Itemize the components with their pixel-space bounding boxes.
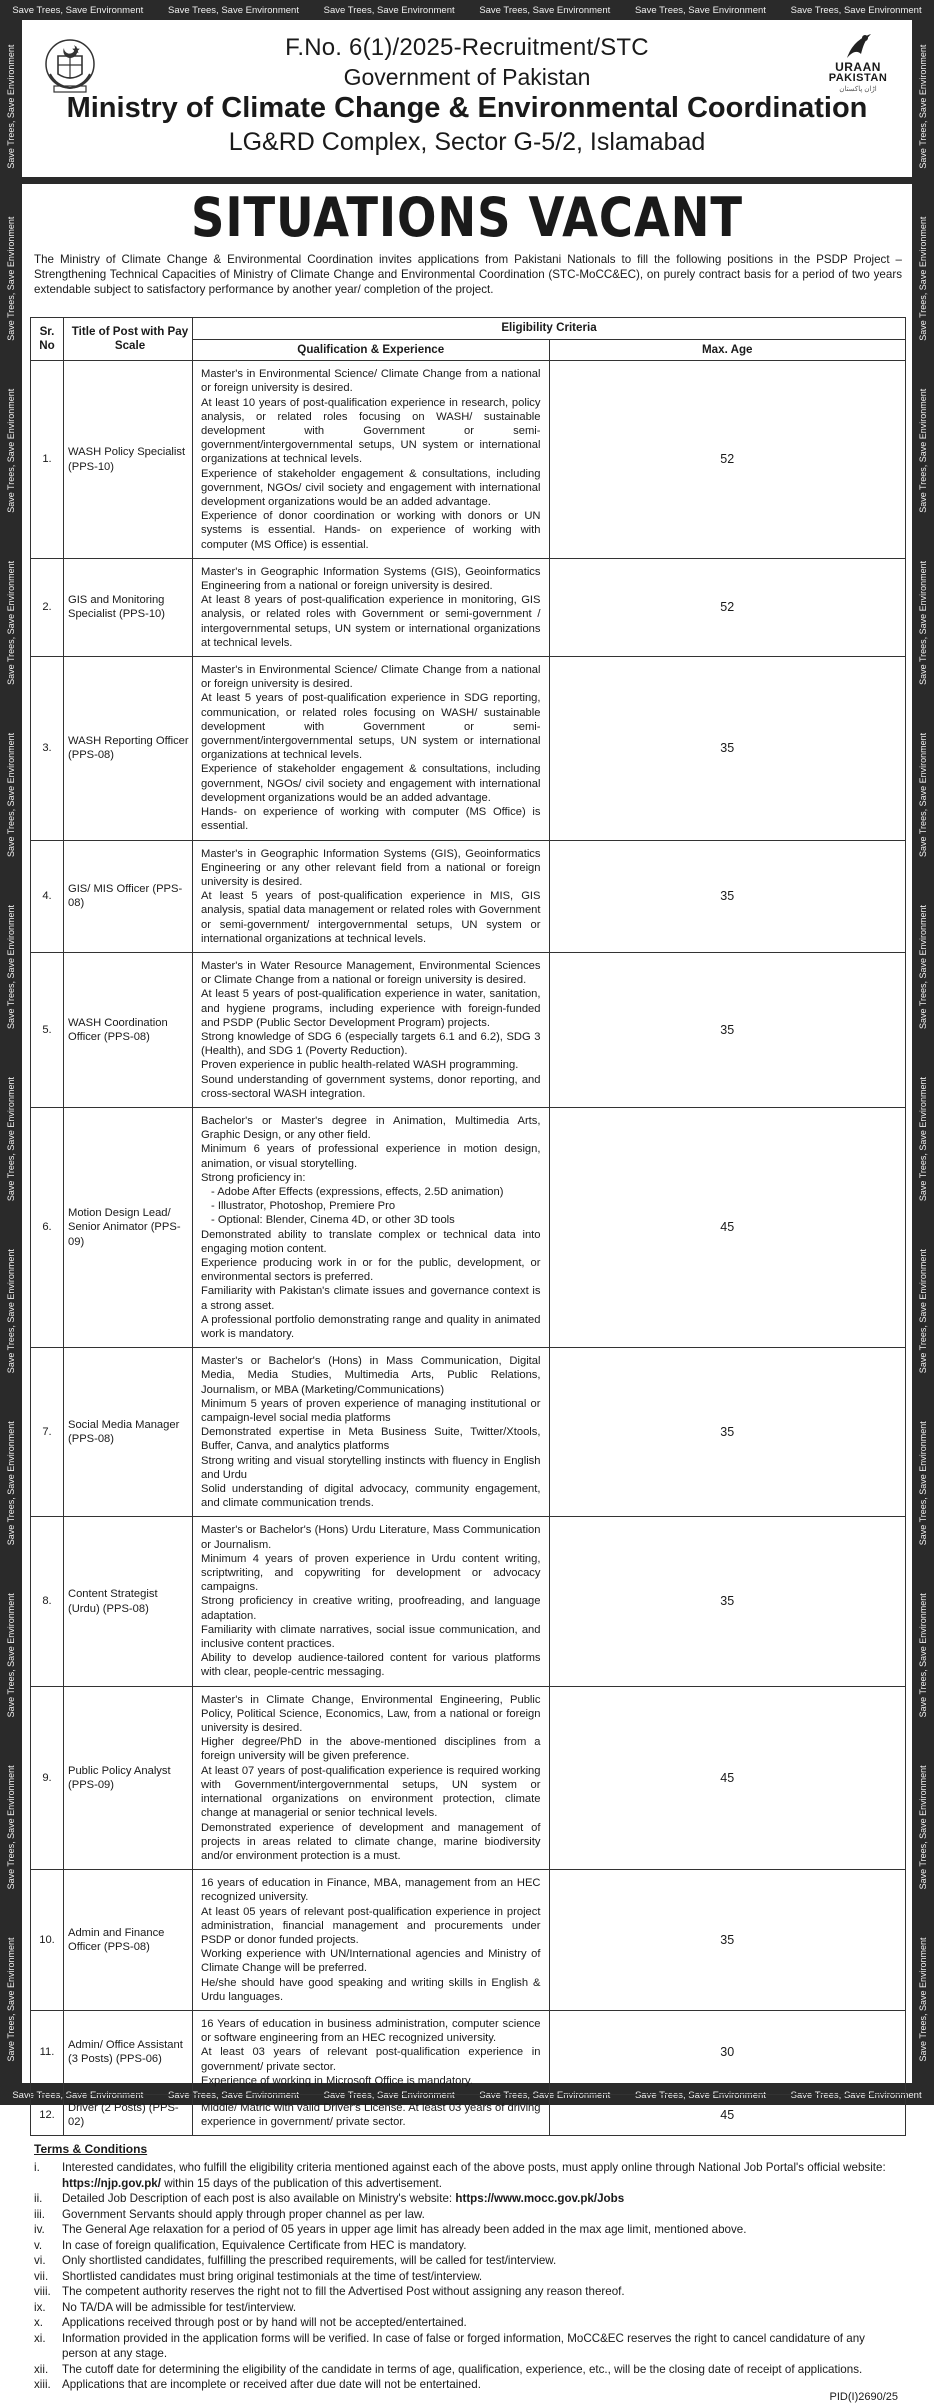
terms-item-number: i. — [34, 2161, 40, 2174]
row-post-title: WASH Policy Specialist (PPS-10) — [64, 361, 193, 559]
row-max-age: 45 — [549, 1686, 906, 1869]
qualification-line: At least 5 years of post-qualification experience in MIS, GIS analysis, spatial data management or related roles with Government or semi-government/ intergovernmental setups, UN system or international organizations at technical levels. — [201, 890, 541, 945]
row-qualification — [193, 1348, 550, 1517]
qualification-line: Strong knowledge of SDG 6 (especially targets 6.1 and 6.2), SDG 3 (Health), and SDG 1 (Poverty Reduction). — [201, 1030, 541, 1058]
terms-item-number: viii. — [34, 2285, 51, 2298]
header-max-age: Max. Age — [549, 340, 906, 361]
qualification-line: Master's or Bachelor's (Hons) Urdu Literature, Mass Communication or Journalism. — [201, 1524, 541, 1551]
row-post-title: WASH Coordination Officer (PPS-08) — [64, 952, 193, 1107]
watermark-text: Save Trees, Save Environment — [12, 2089, 144, 2101]
qualification-line: Demonstrated experience of development and management of projects in areas related to climate change, marine biodiversity and/or environment protection is a must. — [201, 1821, 541, 1862]
row-sr: 12. — [31, 2094, 64, 2135]
table-row — [31, 1348, 906, 1517]
watermark-strip-left — [0, 20, 22, 2085]
qualification-line: Master's in Geographic Information Systems (GIS), Geoinformatics Engineering from a national or foreign university is desired. — [201, 565, 541, 593]
terms-item-text: Shortlisted candidates must bring original testimonials at the time of test/interview. — [62, 2269, 483, 2283]
header-title: Title of Post with Pay Scale — [64, 318, 193, 361]
row-qualification — [193, 1870, 550, 2011]
uraan-line1: URAAN — [835, 60, 881, 74]
terms-item — [34, 2315, 902, 2331]
qualification-line: Master's in Environmental Science/ Climate Change from a national or foreign university is desired. — [201, 664, 541, 691]
watermark-text: Save Trees, Save Environment — [6, 44, 16, 169]
table-row — [31, 558, 906, 656]
terms-item — [34, 2269, 902, 2285]
row-max-age: 35 — [549, 1870, 906, 2011]
qualification-line: At least 05 years of relevant post-qualification experience in project administration, financial management and procurements under PSDP or donor funded projects. — [201, 1905, 541, 1946]
row-qualification — [193, 2094, 550, 2135]
terms-item — [34, 2238, 902, 2254]
qualification-line: - Adobe After Effects (expressions, effects, 2.5D animation) — [211, 1185, 504, 1198]
qualification-line: Familiarity with climate narratives, social issue communication, and inclusive content practices. — [201, 1623, 541, 1651]
row-max-age: 45 — [549, 2094, 906, 2135]
terms-list — [34, 2160, 902, 2393]
pid-number: PID(I)2690/25 — [829, 2391, 898, 2403]
terms-item — [34, 2377, 902, 2393]
row-max-age: 35 — [549, 840, 906, 952]
row-sr: 9. — [31, 1686, 64, 1869]
terms-item-text: No TA/DA will be admissible for test/interview. — [62, 2300, 297, 2314]
qualification-line: Master's in Climate Change, Environmental Engineering, Public Policy, Political Science, Economics, Law, from a national or foreign university is desired. — [201, 1693, 541, 1735]
terms-item — [34, 2160, 902, 2191]
qualification-line: - Illustrator, Photoshop, Premiere Pro — [211, 1200, 396, 1213]
header-rule — [22, 177, 912, 184]
terms-item-text: Interested candidates, who fulfill the eligibility criteria mentioned against each of the above posts, must apply online through National Job Portal's official website: https://njp.gov.pk/ within 15 days of the publication of this advertisement. — [62, 2161, 886, 2190]
header-eligibility: Eligibility Criteria — [193, 318, 906, 340]
row-post-title: Motion Design Lead/ Senior Animator (PPS-09) — [64, 1107, 193, 1347]
terms-heading: Terms & Conditions — [34, 2142, 148, 2156]
terms-item — [34, 2331, 902, 2362]
qualification-line: At least 8 years of post-qualification experience in monitoring, GIS analysis, or related roles with Government or semi-government / intergovernmental setups, UN system or international organizations at technical levels. — [201, 594, 541, 649]
terms-item-number: vii. — [34, 2269, 49, 2283]
terms-item-text: Only shortlisted candidates, fulfilling the prescribed requirements, will be called for test/interview. — [62, 2254, 557, 2267]
row-max-age: 45 — [549, 1107, 906, 1347]
row-max-age: 35 — [549, 952, 906, 1107]
qualification-line: Experience producing work in or for the public, development, or environmental sectors is preferred. — [201, 1256, 541, 1284]
terms-link[interactable]: https://www.mocc.gov.pk/Jobs — [455, 2192, 625, 2205]
watermark-text: Save Trees, Save Environment — [918, 216, 928, 341]
qualification-line: At least 5 years of post-qualification experience in SDG reporting, communication, or related roles focusing on WASH/ sustainable development with Government or semi-government/intergovernmental setups, UN system or international organizations at technical levels. — [201, 692, 541, 762]
watermark-text: Save Trees, Save Environment — [168, 4, 299, 16]
qualification-line: 16 years of education in Finance, MBA, management from an HEC recognized university. — [201, 1877, 541, 1904]
row-sr: 11. — [31, 2010, 64, 2094]
qualification-line: Middle/ Matric with valid Driver's License. At least 03 years of driving experience in government/ private sector. — [201, 2101, 541, 2129]
watermark-text: Save Trees, Save Environment — [323, 2089, 455, 2101]
terms-item-number: xi. — [34, 2331, 46, 2345]
terms-item-text: The General Age relaxation for a period of 05 years in upper age limit has already been added in the max age limit, mentioned above. — [62, 2223, 747, 2236]
terms-link[interactable]: https://njp.gov.pk/ — [62, 2176, 161, 2190]
row-post-title: Social Media Manager (PPS-08) — [64, 1348, 193, 1517]
watermark-text: Save Trees, Save Environment — [918, 1592, 928, 1717]
row-qualification — [193, 1686, 550, 1869]
qualification-line: At least 07 years of post-qualification experience is required working with Government/intergovernmental setups, UN system or international organizations on environment protection, climate change at managerial or senior technical levels. — [201, 1764, 541, 1820]
qualification-line: Sound understanding of government systems, donor reporting, and cross-sectoral WASH integration. — [201, 1073, 541, 1100]
watermark-text: Save Trees, Save Environment — [6, 1076, 16, 1201]
row-max-age: 30 — [549, 2010, 906, 2094]
row-max-age: 52 — [549, 361, 906, 559]
qualification-line: Solid understanding of digital advocacy, community engagement, and climate communication trends. — [201, 1483, 541, 1510]
watermark-text: Save Trees, Save Environment — [12, 4, 144, 16]
qualification-line: Master's or Bachelor's (Hons) in Mass Communication, Digital Media, Media Studies, Multimedia Arts, Public Relations, Journalism, or MBA (Marketing/Communications) — [201, 1355, 541, 1396]
row-post-title: GIS/ MIS Officer (PPS-08) — [64, 840, 193, 952]
qualification-line: Higher degree/PhD in the above-mentioned disciplines from a foreign university will be given preference. — [201, 1736, 541, 1763]
uraan-urdu: اڑان پاکستان — [839, 86, 877, 93]
terms-item — [34, 2253, 902, 2269]
row-sr: 2. — [31, 558, 64, 656]
watermark-text: Save Trees, Save Environment — [6, 1592, 16, 1717]
row-qualification — [193, 657, 550, 840]
qualification-line: Working experience with UN/International agencies and Ministry of Climate Change will be preferred. — [201, 1948, 541, 1975]
qualification-line: Demonstrated ability to translate complex or technical data into engaging motion content. — [201, 1228, 541, 1255]
watermark-text: Save Trees, Save Environment — [6, 216, 16, 341]
table-row — [31, 2010, 906, 2094]
table-row — [31, 657, 906, 840]
watermark-text: Save Trees, Save Environment — [6, 1936, 16, 2061]
terms-item-number: ix. — [34, 2300, 46, 2314]
watermark-text: Save Trees, Save Environment — [918, 1764, 928, 1889]
row-post-title: Content Strategist (Urdu) (PPS-08) — [64, 1517, 193, 1686]
uraan-line2: PAKISTAN — [828, 72, 888, 84]
row-max-age: 35 — [549, 1348, 906, 1517]
watermark-strip-top — [0, 0, 934, 20]
table-row — [31, 952, 906, 1107]
terms-item-text: Information provided in the application forms will be verified. In case of false or forged information, MoCC&EC reserves the right to cancel candidature of any person at any stage. — [62, 2331, 865, 2360]
qualification-line: Master's in Environmental Science/ Climate Change from a national or foreign university is desired. — [201, 368, 541, 395]
row-sr: 8. — [31, 1517, 64, 1686]
row-post-title: GIS and Monitoring Specialist (PPS-10) — [64, 558, 193, 656]
watermark-text: Save Trees, Save Environment — [479, 4, 611, 16]
row-sr: 7. — [31, 1348, 64, 1517]
watermark-text: Save Trees, Save Environment — [918, 388, 928, 513]
row-sr: 1. — [31, 361, 64, 559]
watermark-text: Save Trees, Save Environment — [6, 904, 16, 1029]
row-qualification — [193, 840, 550, 952]
qualification-line: Minimum 4 years of proven experience in Urdu content writing, scriptwriting, and copywriting for development or advocacy campaigns. — [201, 1552, 541, 1594]
header — [22, 20, 912, 177]
watermark-text: Save Trees, Save Environment — [6, 560, 16, 685]
table-row — [31, 1517, 906, 1686]
row-post-title: Admin/ Office Assistant (3 Posts) (PPS-06) — [64, 2010, 193, 2094]
qualification-line: Master's in Geographic Information Systems (GIS), Geoinformatics Engineering or any other relevant field from a national or foreign university is desired. — [201, 847, 541, 888]
row-sr: 6. — [31, 1107, 64, 1347]
qualification-line: - Optional: Blender, Cinema 4D, or other 3D tools — [211, 1214, 455, 1227]
terms-item-number: vi. — [34, 2254, 46, 2267]
table-row — [31, 1107, 906, 1347]
qualification-line: He/she should have good speaking and writing skills in English & Urdu languages. — [201, 1976, 541, 2003]
terms-item — [34, 2362, 902, 2378]
watermark-text: Save Trees, Save Environment — [790, 2089, 922, 2101]
watermark-text: Save Trees, Save Environment — [479, 2089, 611, 2101]
row-max-age: 52 — [549, 558, 906, 656]
row-sr: 3. — [31, 657, 64, 840]
qualification-line: At least 10 years of post-qualification experience in research, policy analysis, or related roles focusing on WASH/ sustainable development with Government or semi-government/intergovernmental setups, UN system or international organizations at technical levels. — [201, 396, 541, 466]
file-number: F.No. 6(1)/2025-Recruitment/STC — [285, 34, 649, 61]
positions-table — [30, 317, 906, 2136]
watermark-text: Save Trees, Save Environment — [790, 4, 922, 16]
qualification-line: At least 5 years of post-qualification experience in water, sanitation, and hygiene programs, including experience with foreign-funded and PSDP (Public Sector Development Program) projects. — [201, 988, 541, 1029]
row-qualification — [193, 952, 550, 1107]
ministry-address: LG&RD Complex, Sector G-5/2, Islamabad — [228, 128, 706, 156]
watermark-text: Save Trees, Save Environment — [918, 560, 928, 685]
qualification-line: Strong proficiency in creative writing, proofreading, and language adaptation. — [201, 1595, 541, 1622]
terms-item-number: x. — [34, 2316, 44, 2329]
qualification-line: Experience of stakeholder engagement & consultations, including government, NGOs/ civil society and engagement with international development organizations would be an added advantage. — [201, 467, 541, 509]
terms-item — [34, 2191, 902, 2207]
terms-item-number: iv. — [34, 2223, 45, 2236]
terms-item-number: xii. — [34, 2362, 49, 2376]
row-post-title: Driver (2 Posts) (PPS-02) — [64, 2094, 193, 2135]
intro-paragraph: The Ministry of Climate Change & Environmental Coordination invites applications from Pakistani Nationals to fill the following positions in the PSDP Project – Strengthening Technical Capacities of Ministry of Climate Change and Environmental Coordination (STC-MoCC&EC), on purely contract basis for a period of two years extendable subject to satisfactory performance by another year/ completion of the project. — [34, 253, 902, 296]
terms-item-number: v. — [34, 2238, 43, 2252]
qualification-line: Proven experience in public health-related WASH programming. — [201, 1059, 519, 1072]
row-sr: 5. — [31, 952, 64, 1107]
watermark-text: Save Trees, Save Environment — [168, 2089, 299, 2101]
watermark-text: Save Trees, Save Environment — [6, 732, 16, 857]
watermark-text: Save Trees, Save Environment — [634, 4, 766, 16]
watermark-text: Save Trees, Save Environment — [918, 1420, 928, 1545]
row-sr: 4. — [31, 840, 64, 952]
row-qualification — [193, 558, 550, 656]
qualification-line: Demonstrated expertise in Meta Business Suite, Twitter/Xtools, Buffer, Canva, and analytics platforms — [201, 1426, 541, 1453]
row-max-age: 35 — [549, 657, 906, 840]
terms-item — [34, 2284, 902, 2300]
watermark-text: Save Trees, Save Environment — [6, 1420, 16, 1545]
terms-item-text: In case of foreign qualification, Equivalence Certificate from HEC is mandatory. — [62, 2238, 467, 2252]
watermark-text: Save Trees, Save Environment — [918, 1248, 928, 1373]
qualification-line: A professional portfolio demonstrating range and quality in animated work is mandatory. — [201, 1313, 541, 1340]
table-row — [31, 1686, 906, 1869]
qualification-line: Strong proficiency in: — [201, 1171, 306, 1184]
qualification-line: Familiarity with Pakistan's climate issues and governance context is a strong asset. — [201, 1285, 541, 1312]
terms-item-text: Detailed Job Description of each post is also available on Ministry's website: https://www.mocc.gov.pk/Jobs — [62, 2192, 625, 2205]
terms-item-text: Applications that are incomplete or received after due date will not be entertained. — [62, 2378, 481, 2391]
watermark-text: Save Trees, Save Environment — [6, 388, 16, 513]
government-name: Government of Pakistan — [343, 64, 591, 90]
watermark-text: Save Trees, Save Environment — [6, 1764, 16, 1889]
qualification-line: Ability to develop audience-tailored content for various platforms with clear, people-centric messaging. — [201, 1652, 541, 1679]
watermark-text: Save Trees, Save Environment — [918, 732, 928, 857]
terms-item-text: The competent authority reserves the right not to fill the Advertised Post without assigning any reason thereof. — [62, 2285, 625, 2298]
qualification-line: At least 03 years of relevant post-qualification experience in government/ private sector. — [201, 2046, 541, 2073]
row-sr: 10. — [31, 1870, 64, 2011]
header-qualification: Qualification & Experience — [193, 340, 550, 361]
qualification-line: 16 Years of education in business administration, computer science or software engineering from an HEC recognized university. — [201, 2017, 541, 2045]
qualification-line: Minimum 6 years of professional experience in motion design, animation, or visual storytelling. — [201, 1143, 541, 1170]
watermark-strip-right — [912, 20, 934, 2085]
table-row — [31, 1870, 906, 2011]
terms-item-number: ii. — [34, 2192, 43, 2205]
row-qualification — [193, 1517, 550, 1686]
terms-item — [34, 2222, 902, 2238]
terms-item-text: Government Servants should apply through proper channel as per law. — [62, 2207, 425, 2221]
row-qualification — [193, 1107, 550, 1347]
qualification-line: Strong writing and visual storytelling instincts with fluency in English and Urdu — [201, 1454, 541, 1481]
watermark-text: Save Trees, Save Environment — [918, 904, 928, 1029]
terms-item-text: Applications received through post or by hand will not be accepted/entertained. — [62, 2316, 467, 2329]
ministry-name: Ministry of Climate Change & Environmental Coordination — [66, 92, 868, 124]
terms-item-text: The cutoff date for determining the eligibility of the candidate in terms of age, qualification, experience, etc., will be the closing date of receipt of applications. — [62, 2362, 863, 2376]
qualification-line: Experience of stakeholder engagement & consultations, including government, NGOs/ civil society and engagement with international development organizations would be an added advantage. — [201, 763, 541, 804]
row-qualification — [193, 361, 550, 559]
row-qualification — [193, 2010, 550, 2094]
row-max-age: 35 — [549, 1517, 906, 1686]
watermark-text: Save Trees, Save Environment — [918, 1076, 928, 1201]
header-sr: Sr. No — [31, 318, 64, 361]
qualification-line: Experience of working in Microsoft Office is mandatory. — [201, 2074, 473, 2087]
table-row — [31, 840, 906, 952]
page-title: SITUATIONS VACANT — [191, 186, 743, 249]
terms-item — [34, 2300, 902, 2316]
watermark-text: Save Trees, Save Environment — [6, 1248, 16, 1373]
qualification-line: Bachelor's or Master's degree in Animation, Multimedia Arts, Graphic Design, or any other field. — [201, 1114, 541, 1142]
qualification-line: Master's in Water Resource Management, Environmental Sciences or Climate Change from a national or foreign university is desired. — [201, 959, 541, 987]
qualification-line: Hands- on experience of working with computer (MS Office) is essential. — [201, 806, 541, 833]
watermark-text: Save Trees, Save Environment — [918, 1936, 928, 2061]
watermark-text: Save Trees, Save Environment — [323, 4, 455, 16]
table-row — [31, 361, 906, 559]
terms-item-number: xiii. — [34, 2378, 51, 2391]
watermark-text: Save Trees, Save Environment — [918, 44, 928, 169]
terms-item-number: iii. — [34, 2207, 45, 2221]
qualification-line: Minimum 5 years of proven experience of managing institutional or campaign-level social media platforms — [201, 1397, 541, 1425]
terms-item — [34, 2207, 902, 2223]
row-post-title: Public Policy Analyst (PPS-09) — [64, 1686, 193, 1869]
row-post-title: WASH Reporting Officer (PPS-08) — [64, 657, 193, 840]
watermark-text: Save Trees, Save Environment — [634, 2089, 766, 2101]
table-row — [31, 2094, 906, 2135]
row-post-title: Admin and Finance Officer (PPS-08) — [64, 1870, 193, 2011]
qualification-line: Experience of donor coordination or working with donors or UN systems is essential. Hands- on experience of working with computer (MS Office) is essential. — [201, 510, 541, 551]
